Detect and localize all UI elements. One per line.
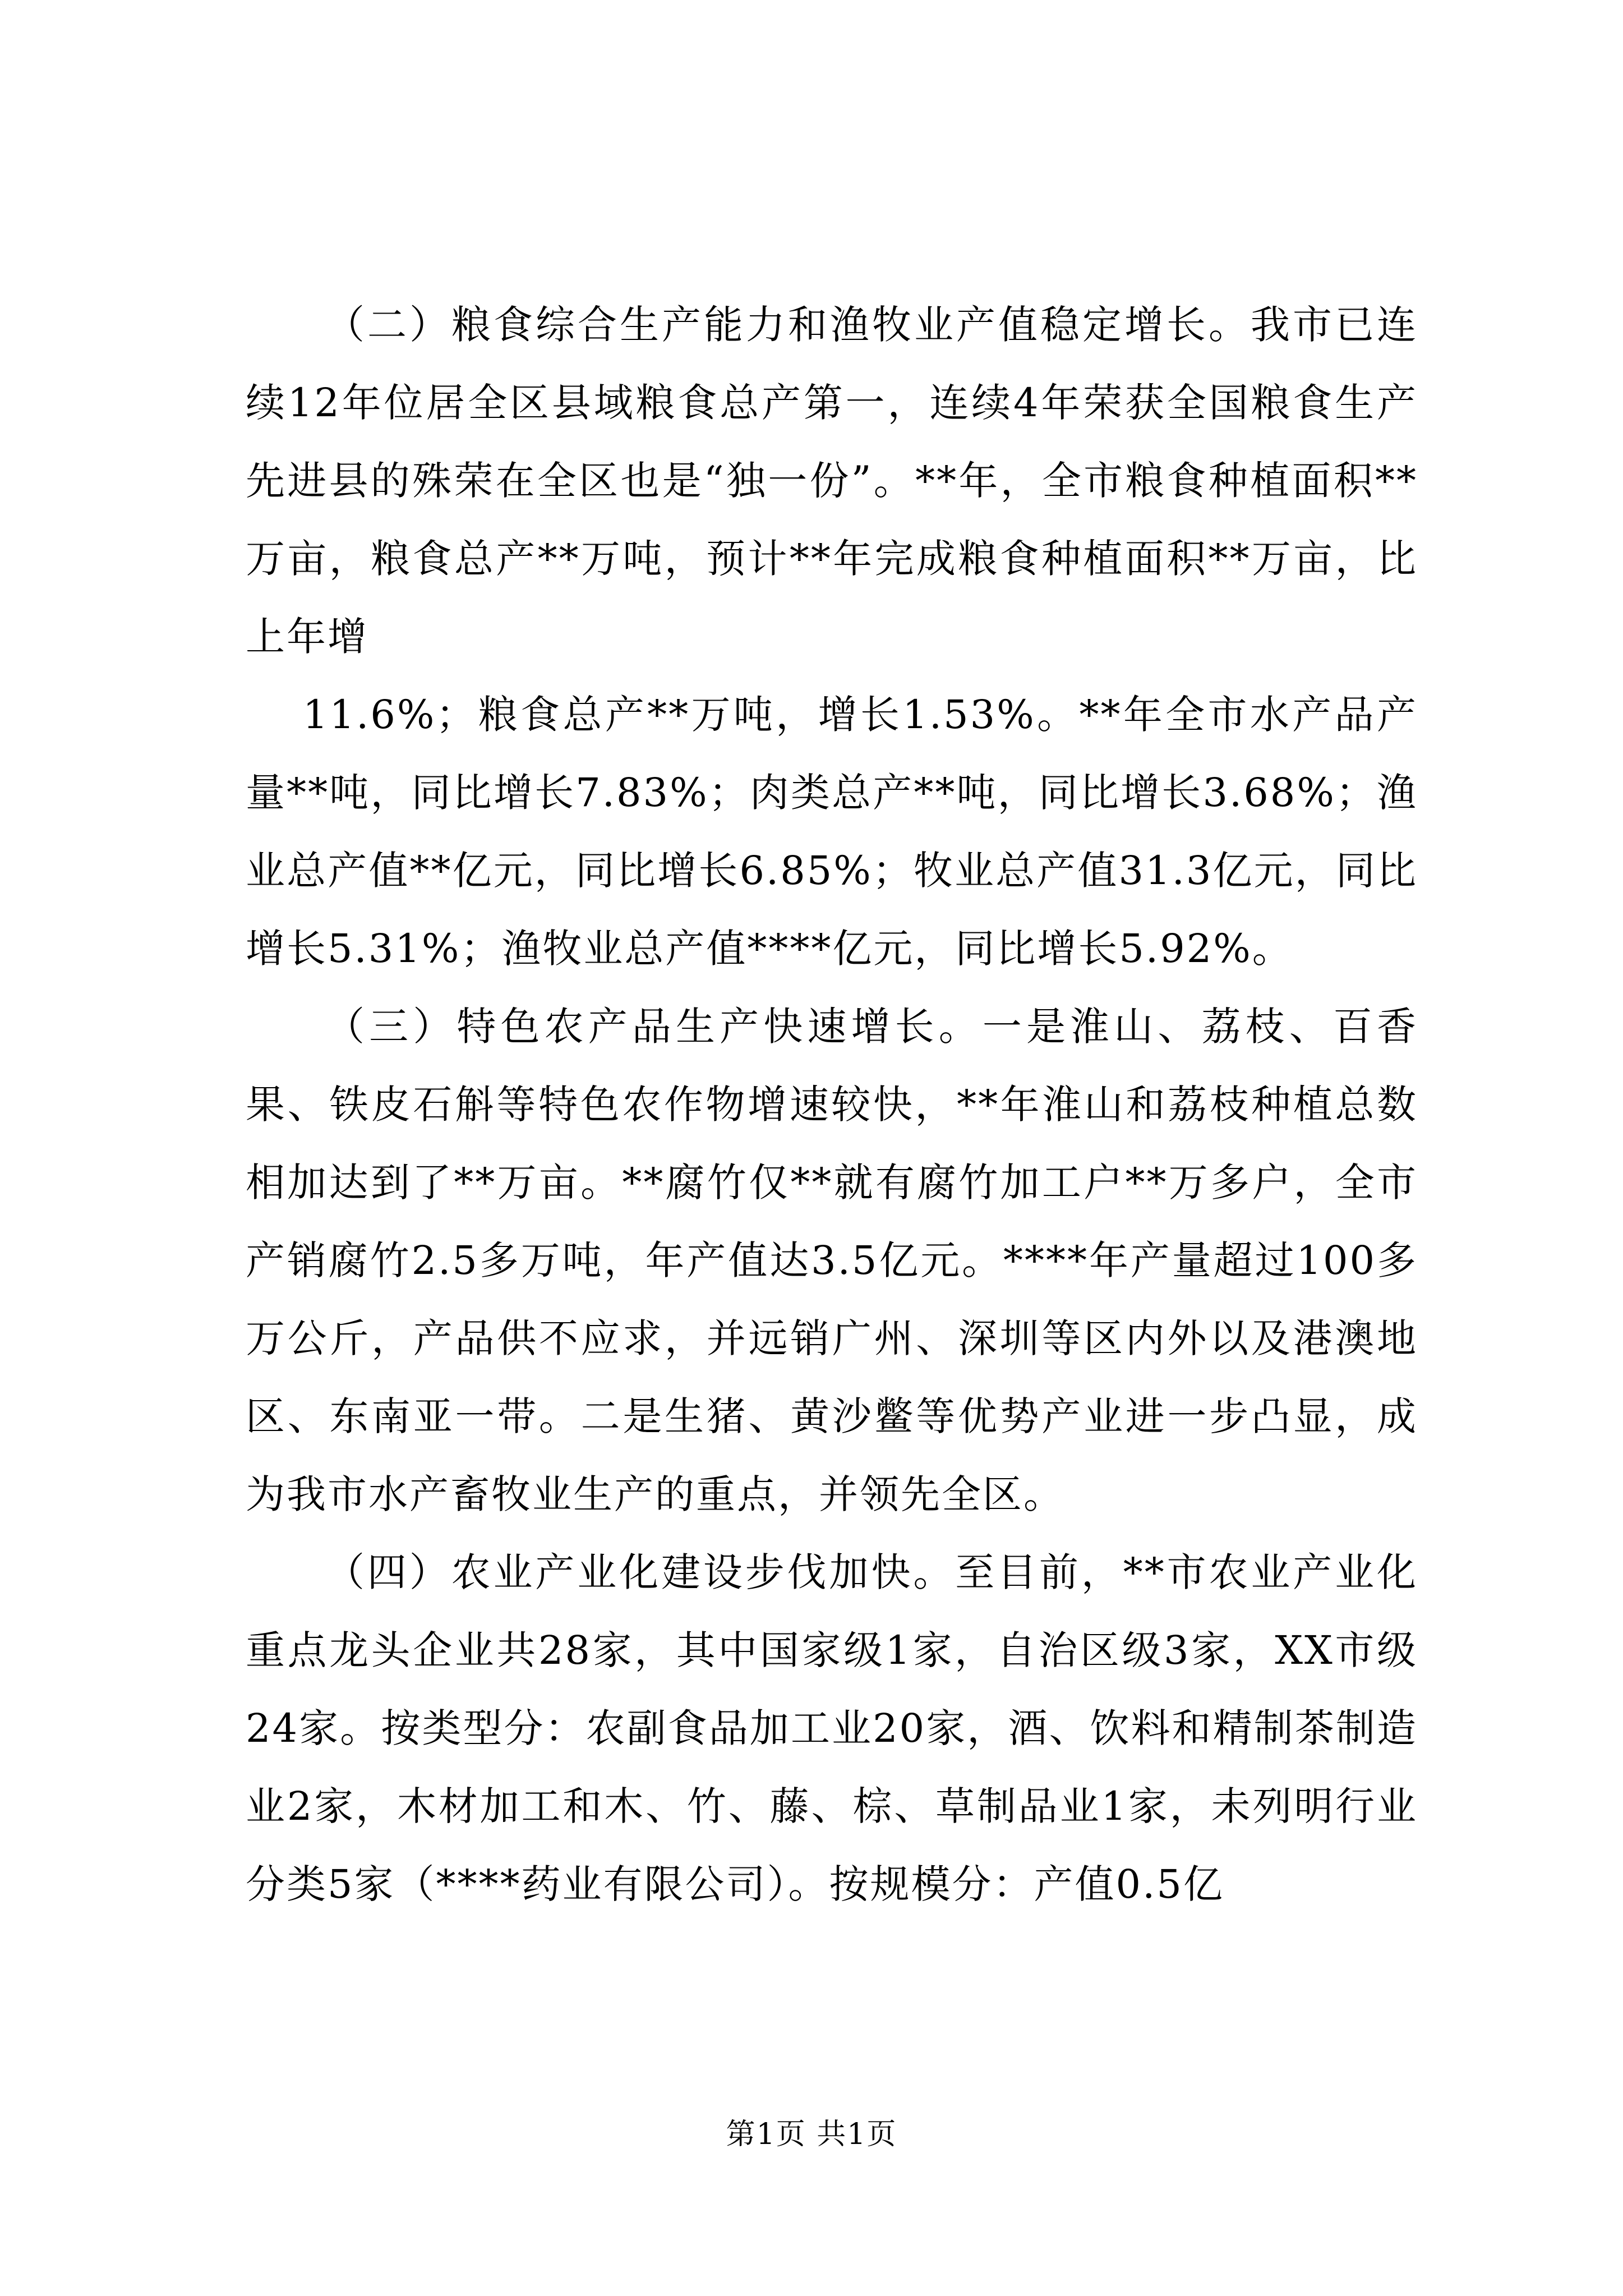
document-body — [246, 286, 1418, 1924]
page-footer: 第1页 共1页 — [726, 2118, 897, 2151]
paragraph-specialty-products: （三）特色农产品生产快速增长。一是淮山、荔枝、百香果、铁皮石斛等特色农作物增速较快，**年淮山和荔枝种植总数相加达到了**万亩。**腐竹仅**就有腐竹加工户**万多户，全市产销腐竹2.5多万吨，年产值达3.5亿元。****年产量超过100多万公斤，产品供不应求，并远销广州、深圳等区内外以及港澳地区、东南亚一带。二是生猪、黄沙鳖等优势产业进一步凸显，成为我市水产畜牧业生产的重点，并领先全区。 — [246, 1004, 1418, 1517]
paragraph-grain-production: （二）粮食综合生产能力和渔牧业产值稳定增长。我市已连续12年位居全区县域粮食总产第一，连续4年荣获全国粮食生产先进县的殊荣在全区也是“独一份”。**年，全市粮食种植面积**万亩，粮食总产**万吨，预计**年完成粮食种植面积**万亩，比上年增 — [246, 302, 1418, 660]
paragraph-grain-production-continued: 11.6%；粮食总产**万吨，增长1.53%。**年全市水产品产量**吨，同比增长7.83%；肉类总产**吨，同比增长3.68%；渔业总产值**亿元，同比增长6.85%；牧业总产值31.3亿元，同比增长5.31%；渔牧业总产值****亿元，同比增长5.92%。 — [246, 692, 1418, 972]
paragraph-industrialization: （四）农业产业化建设步伐加快。至目前，**市农业产业化重点龙头企业共28家，其中国家级1家，自治区级3家，XX市级24家。按类型分：农副食品加工业20家，酒、饮料和精制茶制造业2家，木材加工和木、竹、藤、棕、草制品业1家，未列明行业分类5家（****药业有限公司）。按规模分：产值0.5亿 — [246, 1549, 1418, 1907]
